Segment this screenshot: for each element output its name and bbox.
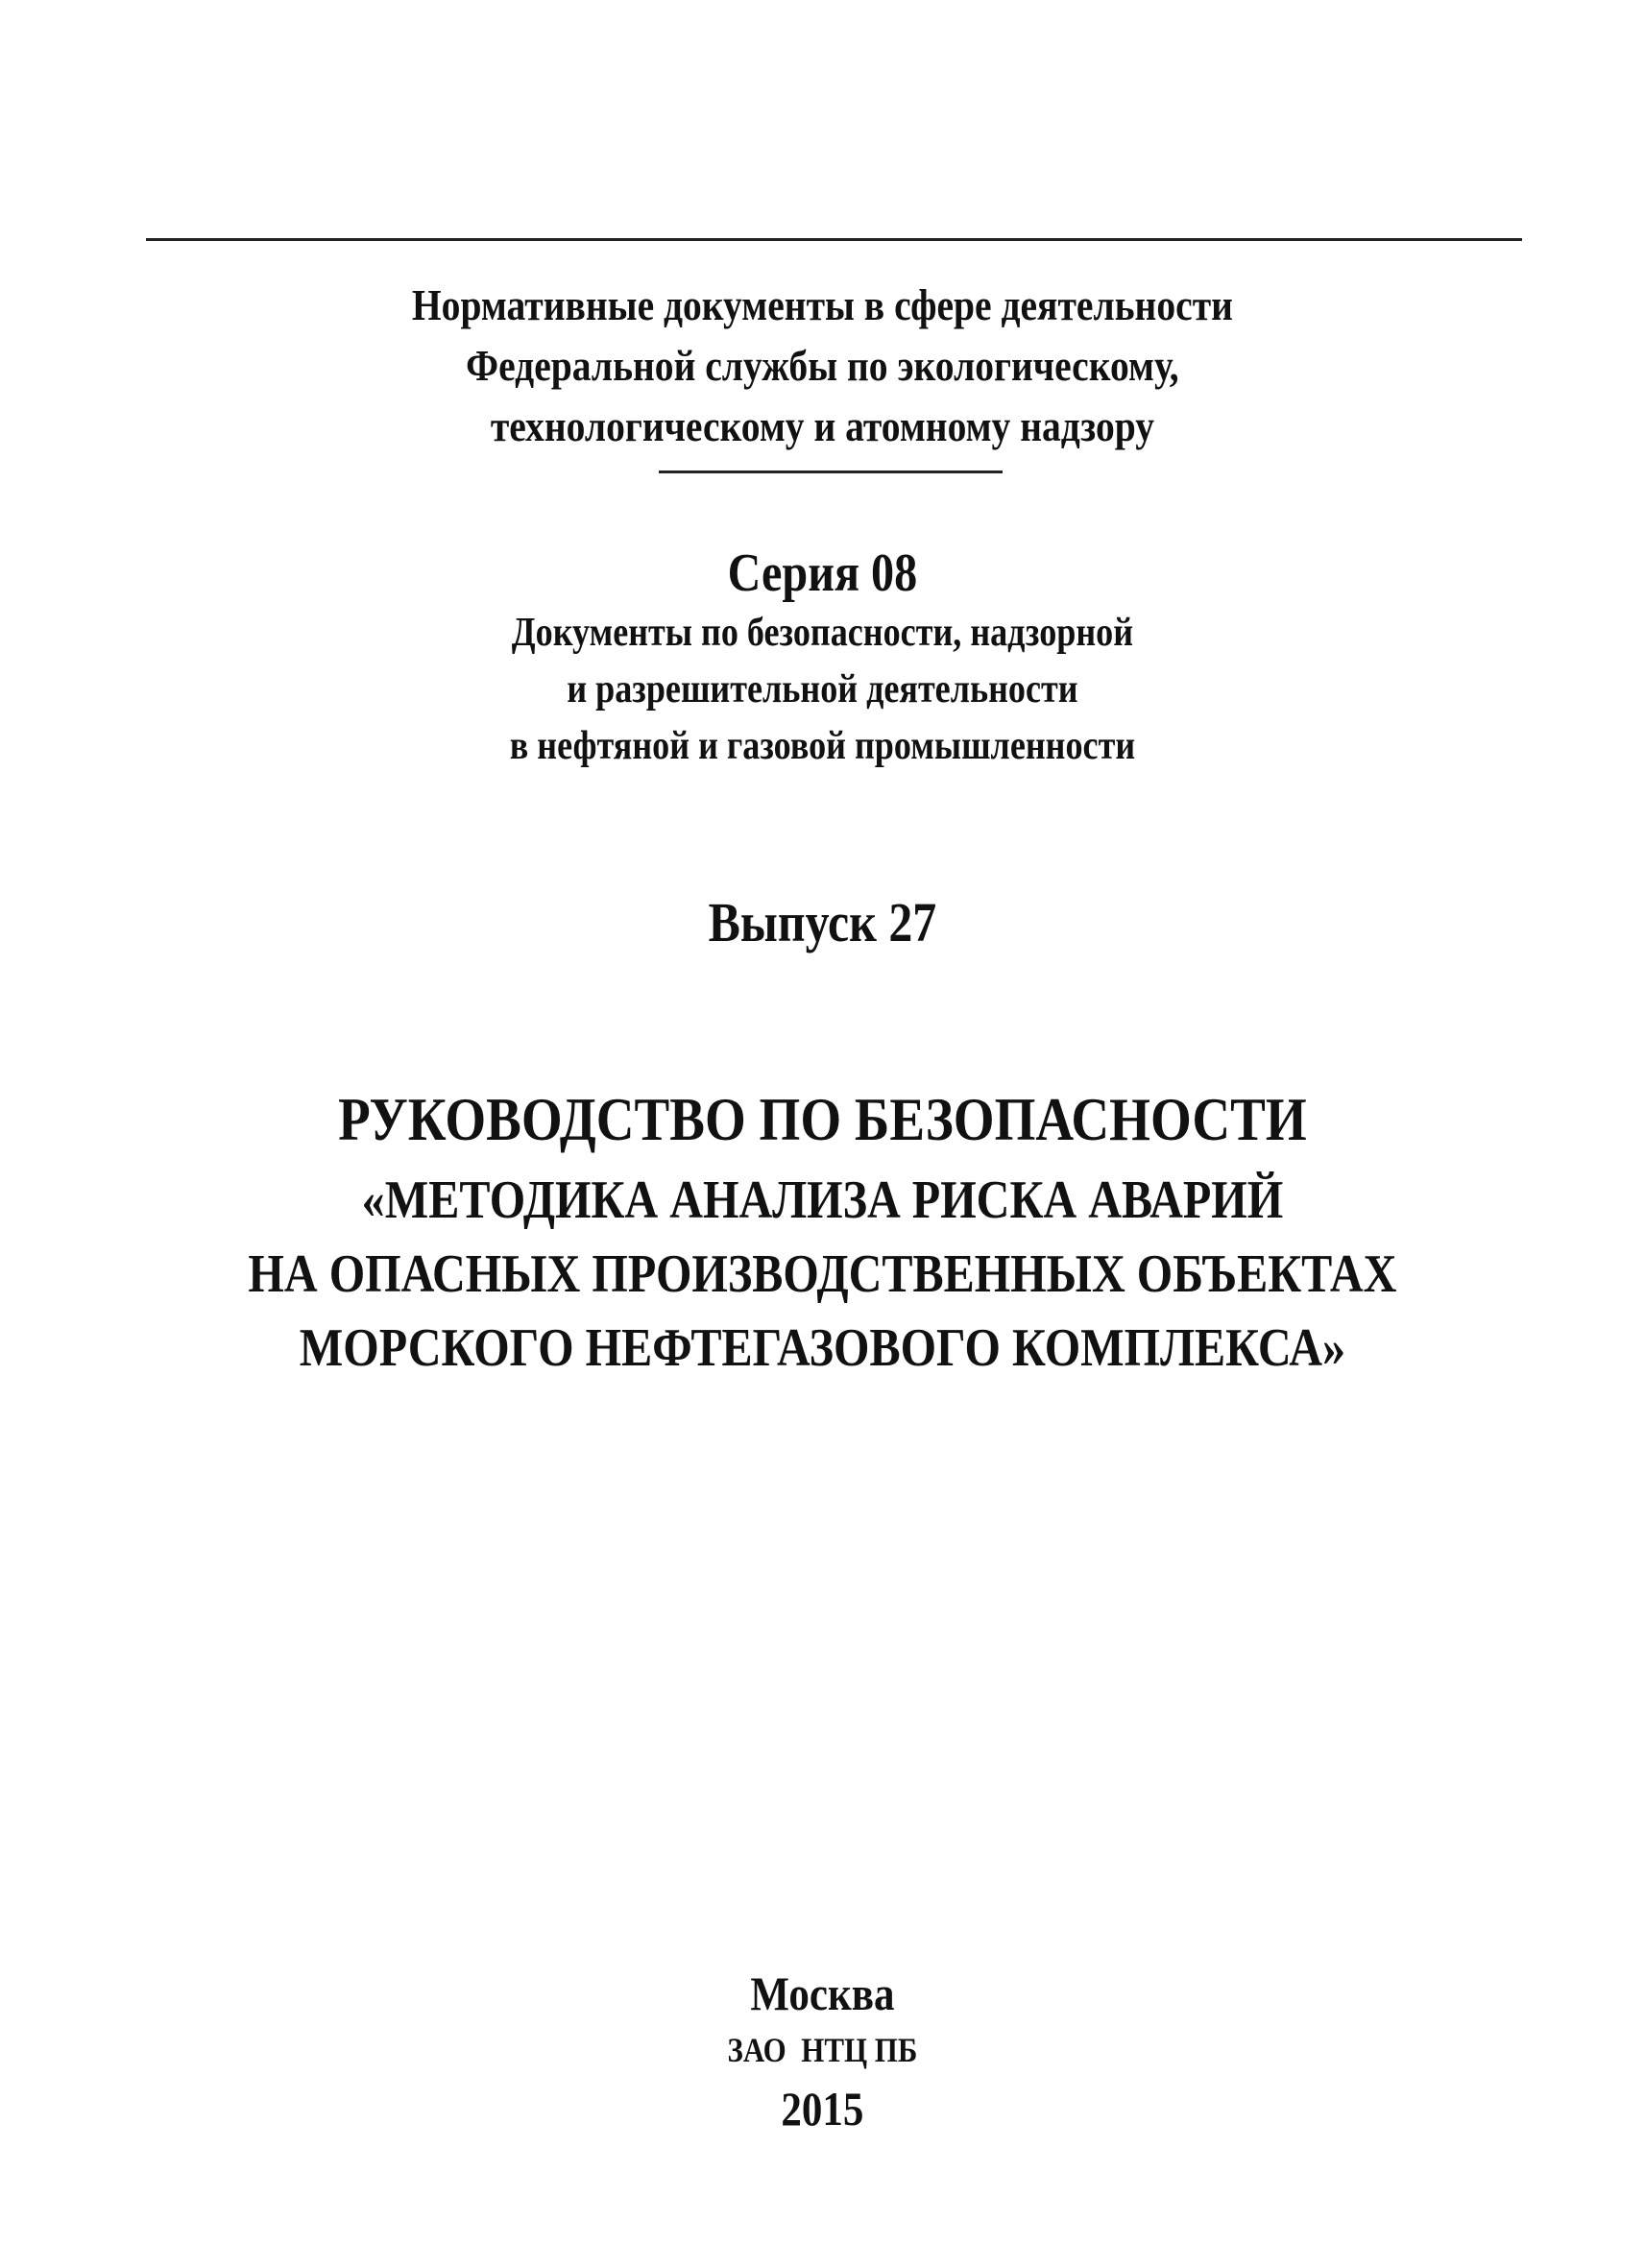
document-subtitle-line: НА ОПАСНЫХ ПРОИЗВОДСТВЕННЫХ ОБЪЕКТАХ <box>248 1244 1397 1304</box>
issue-number: Выпуск 27 <box>708 891 937 953</box>
header-divider <box>659 470 1003 473</box>
header-line: Нормативные документы в сфере деятельности <box>411 280 1233 329</box>
document-subtitle <box>115 1164 1530 1386</box>
document-title: РУКОВОДСТВО ПО БЕЗОПАСНОСТИ <box>338 1085 1307 1153</box>
series-description-line: в нефтяной и газовой промышленности <box>509 724 1136 768</box>
header-line: технологическому и атомному надзору <box>490 401 1154 450</box>
document-subtitle-line: МОРСКОГО НЕФТЕГАЗОВОГО КОМПЛЕКСА» <box>299 1318 1346 1378</box>
top-divider <box>146 238 1522 241</box>
publisher-series-header <box>115 275 1530 456</box>
imprint-publisher: ЗАО НТЦ ПБ <box>727 2031 918 2069</box>
series-title: Серия 08 <box>727 543 918 603</box>
imprint-city: Москва <box>750 1966 895 2020</box>
imprint-year: 2015 <box>781 2082 864 2135</box>
document-subtitle-line: «МЕТОДИКА АНАЛИЗА РИСКА АВАРИЙ <box>361 1170 1284 1230</box>
header-line: Федеральной службы по экологическому, <box>466 341 1179 390</box>
series-description-line: и разрешительной деятельности <box>567 667 1078 712</box>
series-description <box>115 605 1530 775</box>
series-description-line: Документы по безопасности, надзорной <box>511 611 1134 655</box>
